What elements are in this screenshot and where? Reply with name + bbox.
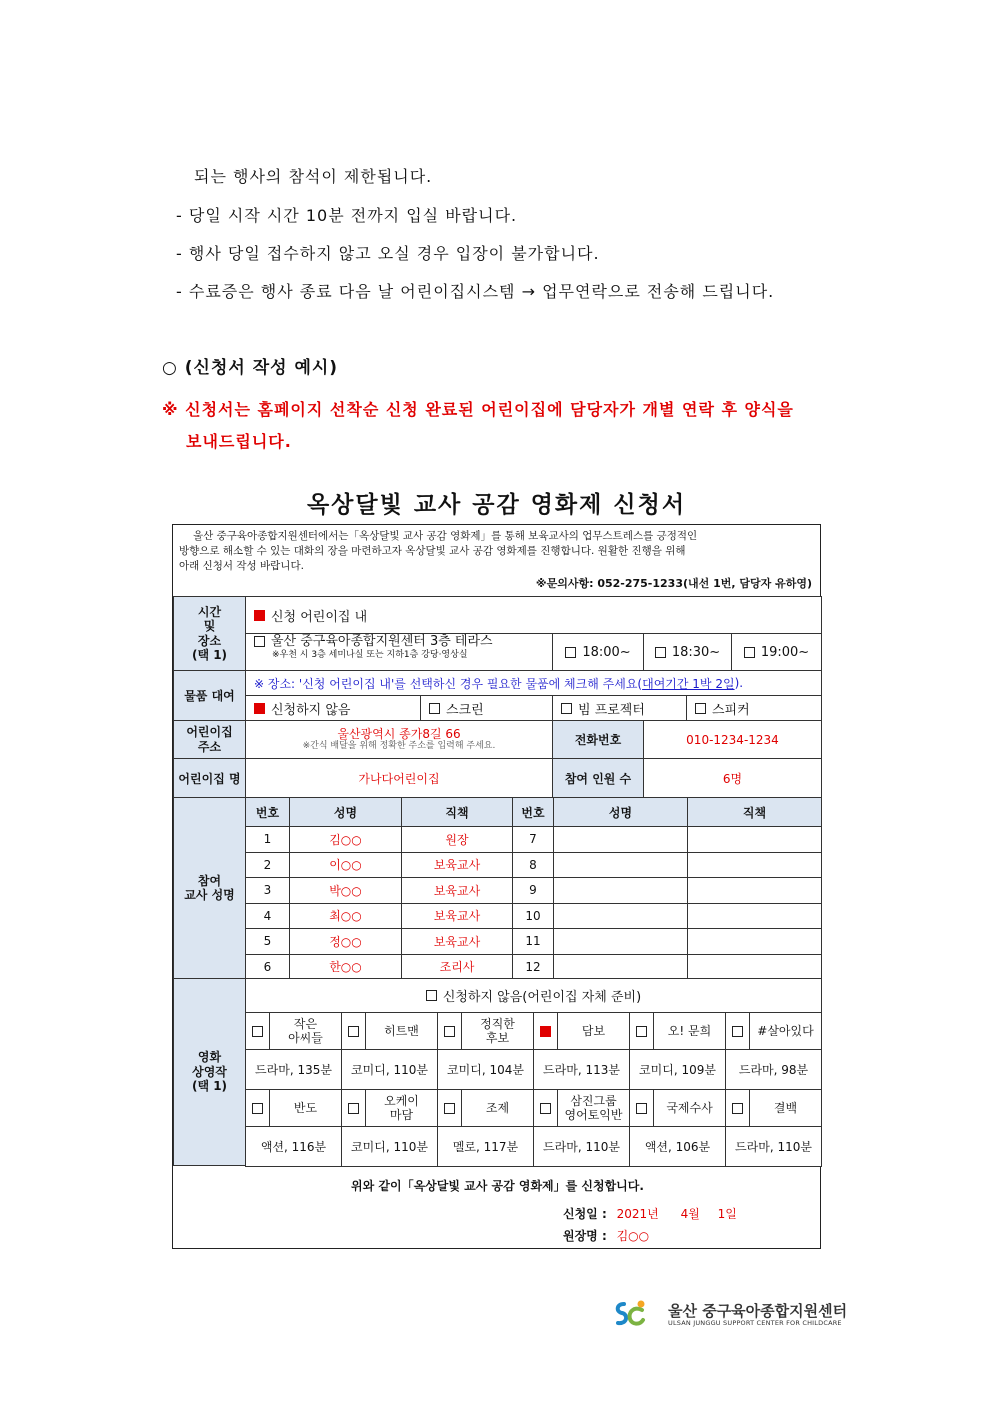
teacher-number: 1 [245,826,290,853]
movie-genre: 드라마, 113분 [533,1049,630,1090]
rent-none-label: 신청하지 않음 [271,702,351,718]
movie-genre: 드라마, 135분 [245,1049,342,1090]
teacher-number: 6 [245,954,290,981]
teacher-name: 정○○ [289,928,402,955]
teacher-name: 이○○ [289,852,402,879]
rent-projector-label: 빔 프로젝터 [578,702,645,718]
intro-line-3: - 수료증은 행사 종료 다음 날 어린이집시스템 → 업무연락으로 전송해 드립니다. [176,282,775,301]
checkbox-checked-icon[interactable] [540,1026,551,1037]
phone-label: 전화번호 [552,720,644,759]
teacher-role-2[interactable] [687,826,822,853]
teacher-number-2: 7 [512,826,554,853]
checkbox-icon[interactable] [732,1103,743,1114]
checkbox-icon[interactable] [540,1103,551,1114]
movie-genre: 액션, 116분 [245,1126,342,1167]
rent-screen[interactable] [420,695,553,721]
movie-option[interactable] [245,1089,342,1127]
teacher-role-2[interactable] [687,928,822,955]
col-name-1: 성명 [289,797,402,827]
date-day: 1일 [717,1207,737,1221]
rent-period: 대여기간 1박 2일 [642,676,735,691]
checkbox-checked-icon[interactable] [254,703,265,714]
director-name [563,1227,649,1244]
intro-line-2: - 행사 당일 접수하지 않고 오실 경우 입장이 불가합니다. [176,244,600,263]
checkbox-icon[interactable] [695,703,706,714]
teacher-number-2: 8 [512,852,554,879]
address-field[interactable] [245,720,553,759]
checkbox-icon[interactable] [636,1026,647,1037]
teacher-name: 김○○ [289,826,402,853]
teacher-role-2[interactable] [687,903,822,930]
time-option-1-label: 18:00~ [582,644,631,660]
time-option-2[interactable] [643,633,732,671]
teacher-number-2: 10 [512,903,554,930]
teacher-role-2[interactable] [687,877,822,904]
teacher-name-2[interactable] [553,877,688,904]
teacher-role-2[interactable] [687,954,822,981]
movie-genre: 코미디, 110분 [341,1049,438,1090]
time-place-label: 시간 및 장소 (택 1) [173,596,246,671]
movie-title: 오! 문희 [653,1013,725,1049]
teacher-number: 2 [245,852,290,879]
time-option-3-label: 19:00~ [760,644,810,660]
movie-genre: 코미디, 104분 [437,1049,534,1090]
address-label: 어린이집 주소 [173,720,246,759]
movie-title: 히트맨 [365,1013,437,1049]
movie-genre: 액션, 106분 [629,1126,726,1167]
center-logo-icon [612,1298,648,1330]
teacher-number: 5 [245,928,290,955]
desc-line-1: 울산 중구육아종합지원센터에서는「옥상달빛 교사 공감 영화제」를 통해 보육교사의 업무스트레스를 긍정적인 [193,530,698,542]
rent-label: 물품 대여 [173,670,246,721]
checkbox-icon[interactable] [561,703,572,714]
notice-line-1: ※ 신청서는 홈페이지 선착순 신청 완료된 어린이집에 담당자가 개별 연락 후 양식을 [162,400,794,419]
section-title: ○ (신청서 작성 예시) [162,358,339,378]
rent-none[interactable] [245,695,421,721]
teacher-number: 4 [245,903,290,930]
rent-speaker-label: 스피커 [712,702,750,718]
teacher-name: 한○○ [289,954,402,981]
movie-title: 반도 [269,1090,341,1126]
teacher-number-2: 11 [512,928,554,955]
teacher-name-2[interactable] [553,954,688,981]
movie-title: 담보 [557,1013,629,1049]
footer-statement: 위와 같이「옥상달빛 교사 공감 영화제」를 신청합니다. [351,1179,644,1193]
option-inside-label: 신청 어린이집 내 [271,609,368,625]
movie-option[interactable] [341,1012,438,1050]
form-description [179,529,815,574]
checkbox-icon[interactable] [254,636,265,647]
participant-count-label: 참여 인원 수 [552,758,644,798]
desc-line-2: 방향으로 해소할 수 있는 대화의 장을 마련하고자 옥상달빛 교사 공감 영화제를 진행합니다. 원활한 진행을 위해 [179,545,686,557]
movie-option[interactable] [725,1089,822,1127]
rent-note-end: ). [734,676,744,690]
col-number-1: 번호 [245,797,290,827]
movie-genre: 멜로, 117분 [437,1126,534,1167]
checkbox-icon[interactable] [444,1026,455,1037]
application-form [172,524,821,1249]
daycare-name-value[interactable]: 가나다어린이집 [245,758,553,798]
movie-none[interactable] [245,978,822,1013]
movie-genre: 코미디, 110분 [341,1126,438,1167]
director-label: 원장명 : [563,1229,607,1243]
col-role-1: 직책 [401,797,513,827]
application-date [563,1205,737,1222]
movie-title: 국제수사 [653,1090,725,1126]
phone-value[interactable]: 010-1234-1234 [643,720,822,759]
notice-line-2: 보내드립니다. [186,432,292,451]
checkbox-icon[interactable] [348,1026,359,1037]
teacher-role-2[interactable] [687,852,822,879]
movie-option[interactable] [437,1012,534,1050]
teacher-name: 최○○ [289,903,402,930]
option-center-label: 울산 중구육아종합지원센터 3층 테라스 [271,634,493,649]
daycare-name-label: 어린이집 명 [173,758,246,798]
teachers-label: 참여 교사 성명 [173,797,246,979]
teacher-role: 보육교사 [401,877,513,904]
teacher-number: 3 [245,877,290,904]
movie-option[interactable] [437,1089,534,1127]
movie-label: 영화 상영작 (택 1) [173,978,246,1166]
movie-genre: 드라마, 110분 [533,1126,630,1167]
checkbox-icon[interactable] [348,1103,359,1114]
time-option-3[interactable] [731,633,822,671]
checkbox-icon[interactable] [565,647,576,658]
teacher-name-2[interactable] [553,928,688,955]
contact-info: ※문의사항: 052-275-1233(내선 1번, 담당자 유하영) [535,577,812,590]
teacher-name-2[interactable] [553,903,688,930]
teacher-name-2[interactable] [553,826,688,853]
rent-projector[interactable] [552,695,687,721]
teacher-role: 보육교사 [401,903,513,930]
movie-option[interactable] [725,1012,822,1050]
center-logo-name: 울산 중구육아종합지원센터 [668,1302,848,1320]
movie-option[interactable] [341,1089,438,1127]
checkbox-icon[interactable] [655,647,666,658]
option-center[interactable] [245,633,553,671]
movie-genre: 코미디, 109분 [629,1049,726,1090]
time-option-1[interactable] [552,633,644,671]
teacher-role: 원장 [401,826,513,853]
checkbox-checked-icon[interactable] [254,610,265,621]
movie-option[interactable] [629,1089,726,1127]
movie-title: 오케이 마담 [365,1090,437,1126]
movie-title: 작은 아씨들 [269,1013,341,1049]
time-option-2-label: 18:30~ [671,644,721,660]
checkbox-icon[interactable] [744,647,755,658]
teacher-name-2[interactable] [553,852,688,879]
form-title: 옥상달빛 교사 공감 영화제 신청서 [306,492,687,518]
movie-title: 삼진그룹 영어토익반 [557,1090,629,1126]
teacher-role: 조리사 [401,954,513,981]
checkbox-icon[interactable] [252,1103,263,1114]
rent-note [245,670,822,696]
rent-speaker[interactable] [686,695,822,721]
teacher-role: 보육교사 [401,928,513,955]
date-year: 2021년 [616,1207,659,1221]
address-value: 울산광역시 종가8길 66 [337,726,461,741]
participant-count-value[interactable]: 6명 [643,758,822,798]
col-name-2: 성명 [553,797,688,827]
intro-line-0: 되는 행사의 참석이 제한됩니다. [194,167,433,186]
date-month: 4월 [680,1207,700,1221]
checkbox-icon[interactable] [426,990,437,1001]
rent-note-text: ※ 장소: '신청 어린이집 내'를 선택하신 경우 필요한 물품에 체크해 주세요( [254,676,643,691]
teacher-number-2: 12 [512,954,554,981]
desc-line-3: 아래 신청서 작성 바랍니다. [179,560,304,572]
center-logo-sub: ULSAN JUNGGU SUPPORT CENTER FOR CHILDCARE [668,1319,842,1327]
movie-genre: 드라마, 110분 [725,1126,822,1167]
movie-title: 정직한 후보 [461,1013,533,1049]
movie-option[interactable] [245,1012,342,1050]
checkbox-icon[interactable] [636,1103,647,1114]
option-center-note: ※우천 시 3층 세미나실 또는 지하1층 강당·영상실 [272,649,468,660]
movie-title: 조제 [461,1090,533,1126]
intro-line-1: - 당일 시작 시간 10분 전까지 입실 바랍니다. [176,206,518,225]
movie-genre: 드라마, 98분 [725,1049,822,1090]
movie-title: #살아있다 [749,1013,821,1049]
address-note: ※간식 배달을 위해 정확한 주소를 입력해 주세요. [302,741,496,752]
checkbox-icon[interactable] [732,1026,743,1037]
teacher-number-2: 9 [512,877,554,904]
date-label: 신청일 : [563,1207,607,1221]
checkbox-icon[interactable] [444,1103,455,1114]
option-inside[interactable] [245,596,822,634]
movie-option[interactable] [533,1089,630,1127]
movie-none-label: 신청하지 않음(어린이집 자체 준비) [442,990,642,1005]
rent-screen-label: 스크린 [446,702,484,718]
col-number-2: 번호 [512,797,554,827]
director-value: 김○○ [616,1229,650,1243]
movie-title: 결백 [749,1090,821,1126]
teacher-name: 박○○ [289,877,402,904]
checkbox-icon[interactable] [252,1026,263,1037]
checkbox-icon[interactable] [429,703,440,714]
teacher-role: 보육교사 [401,852,513,879]
movie-option[interactable] [629,1012,726,1050]
movie-option[interactable] [533,1012,630,1050]
col-role-2: 직책 [687,797,822,827]
